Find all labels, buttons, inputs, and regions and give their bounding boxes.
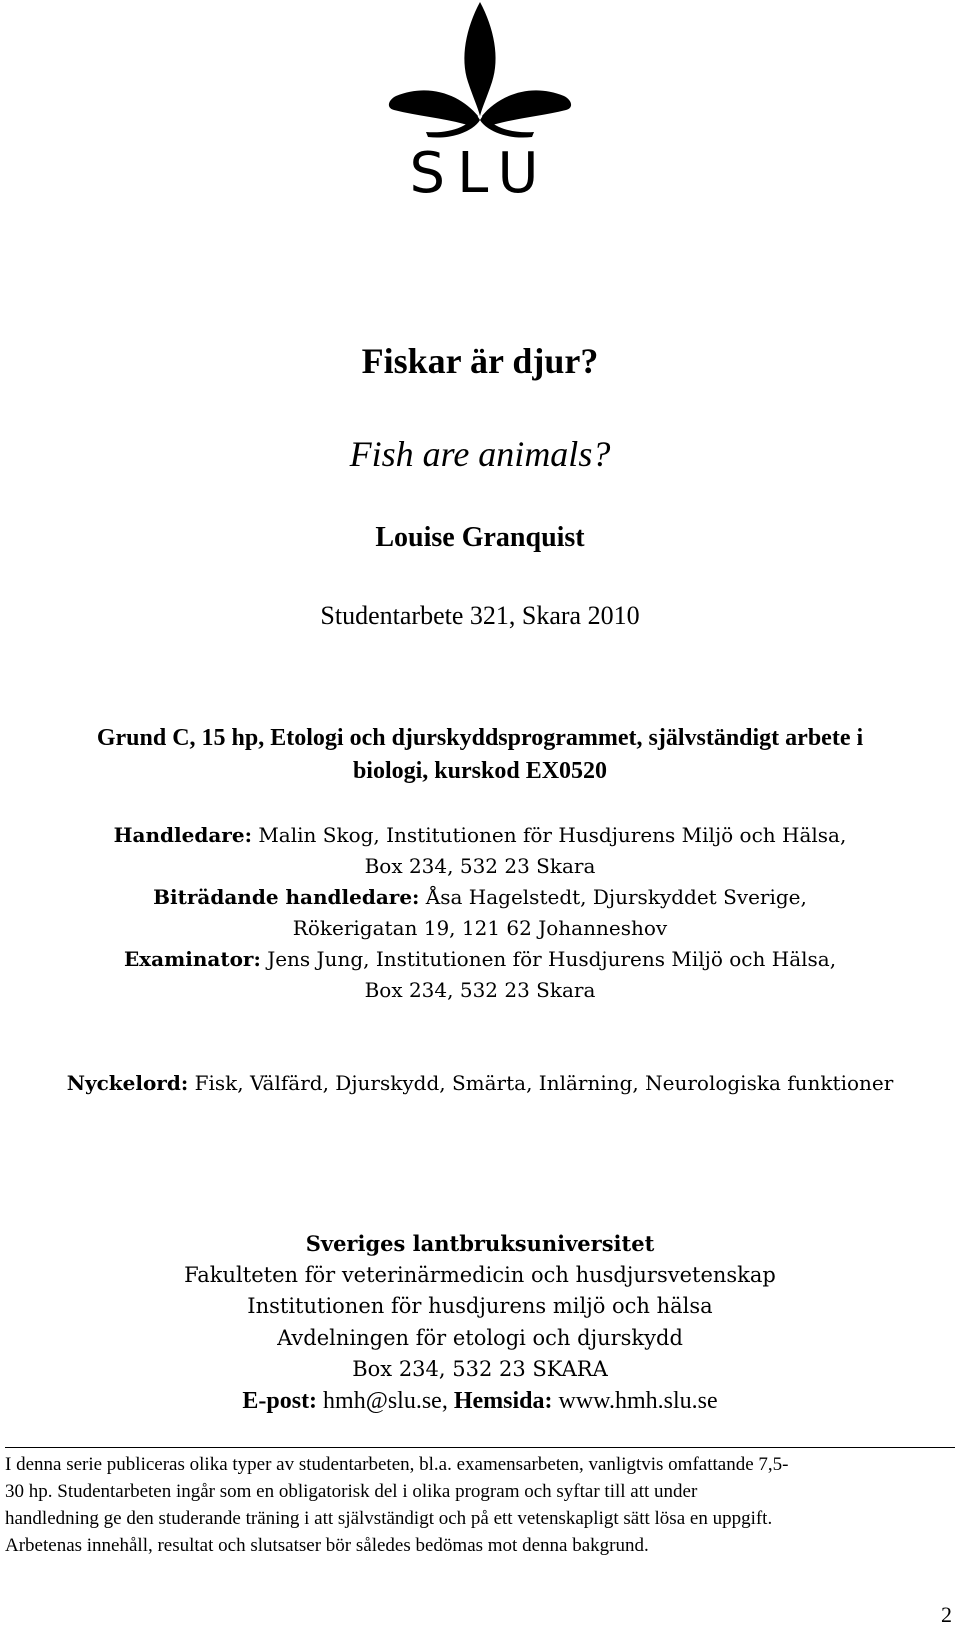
assistant-supervisor-line-1 [0, 882, 960, 913]
keywords-line [0, 1071, 960, 1095]
footnote-line-4: Arbetenas innehåll, resultat och slutsatser bör således bedömas mot denna bakgrund. [5, 1535, 649, 1556]
examiner-line-1 [0, 944, 960, 975]
supervisor-line-2: Box 234, 532 23 Skara [364, 854, 596, 878]
keywords-text: Fisk, Välfärd, Djurskydd, Smärta, Inlärning, Neurologiska funktioner [194, 1071, 894, 1095]
page-number: 2 [941, 1602, 952, 1627]
examiner-text: Jens Jung, Institutionen för Husdjurens Miljö och Hälsa, [267, 947, 837, 971]
assistant-supervisor-label: Biträdande handledare: [153, 885, 420, 909]
footnote [5, 1451, 955, 1559]
series-info: Studentarbete 321, Skara 2010 [320, 601, 640, 630]
course-line-1: Grund C, 15 hp, Etologi och djurskyddsprogrammet, självständigt arbete i [96, 725, 864, 751]
document-subtitle: Fish are animals? [349, 434, 611, 474]
examiner-label: Examinator: [123, 947, 261, 971]
division-name: Avdelningen för etologi och djurskydd [277, 1325, 683, 1350]
svg-text:SLU: SLU [409, 141, 551, 205]
contact-line [0, 1386, 960, 1418]
slu-logo [380, 0, 580, 205]
website-label: Hemsida: [453, 1387, 553, 1414]
supervisor-text: Malin Skog, Institutionen för Husdjurens Miljö och Hälsa, [258, 823, 847, 847]
course-info [0, 722, 960, 788]
faculty-name: Fakulteten för veterinärmedicin och husdjursvetenskap [184, 1262, 776, 1287]
email-label: E-post: [242, 1387, 318, 1414]
assistant-supervisor-text: Åsa Hagelstedt, Djurskyddet Sverige, [425, 885, 807, 909]
email-link[interactable]: hmh@slu.se, [323, 1387, 448, 1414]
keywords-label: Nyckelord: [66, 1071, 189, 1095]
assistant-supervisor-line-2: Rökerigatan 19, 121 62 Johanneshov [292, 916, 668, 940]
supervision-block [0, 820, 960, 1006]
document-title: Fiskar är djur? [361, 341, 599, 381]
three-leaf-icon [380, 0, 580, 205]
footnote-divider [5, 1447, 955, 1448]
course-line-2: biologi, kurskod EX0520 [352, 758, 608, 784]
supervisor-line-1 [0, 820, 960, 851]
supervisor-label: Handledare: [113, 823, 252, 847]
examiner-line-2: Box 234, 532 23 Skara [364, 978, 596, 1002]
university-name: Sveriges lantbruksuniversitet [305, 1231, 655, 1256]
footnote-line-3: handledning ge den studerande träning i att självständigt och på ett vetenskapligt sätt lösa en uppgift. [5, 1508, 773, 1529]
institution-address: Box 234, 532 23 SKARA [352, 1357, 608, 1381]
footnote-line-1: I denna serie publiceras olika typer av studentarbeten, bl.a. examensarbeten, vanligtvis omfattande 7,5- [5, 1454, 789, 1475]
institution-block [0, 1228, 960, 1417]
department-name: Institutionen för husdjurens miljö och hälsa [247, 1294, 713, 1318]
author-name: Louise Granquist [375, 522, 585, 553]
footnote-line-2: 30 hp. Studentarbeten ingår som en obligatorisk del i olika program och syftar till att under [5, 1481, 698, 1502]
website-link[interactable]: www.hmh.slu.se [558, 1387, 718, 1414]
